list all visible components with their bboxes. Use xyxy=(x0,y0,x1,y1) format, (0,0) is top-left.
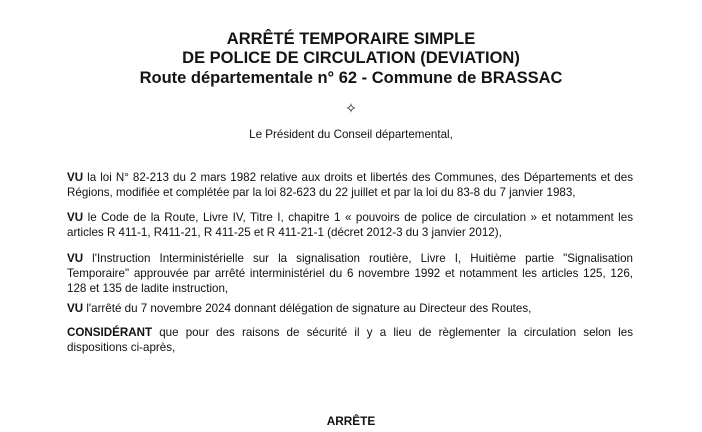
document-title-line-2: DE POLICE DE CIRCULATION (DEVIATION) xyxy=(182,49,520,67)
paragraph-text: l'Instruction Interministérielle sur la signalisation routière, Livre I, Huitième partie "Signalisation Temporaire" approuvée par arrêté interministériel du 6 novembre 1992 et notamment les articles 125, 126, 128 et 135 de ladite instruction, xyxy=(67,252,633,295)
paragraph-vu-arrete-delegation xyxy=(67,301,633,316)
paragraph-vu-loi-82-213 xyxy=(67,170,633,200)
paragraph-keyword: VU xyxy=(67,171,84,184)
decision-heading: ARRÊTE xyxy=(326,414,376,428)
paragraph-keyword: CONSIDÉRANT xyxy=(67,326,153,339)
paragraph-vu-code-de-la-route xyxy=(67,210,633,240)
paragraph-considerant xyxy=(67,325,633,355)
paragraph-keyword: VU xyxy=(67,211,84,224)
document-title-line-1: ARRÊTÉ TEMPORAIRE SIMPLE xyxy=(226,30,476,48)
paragraph-keyword: VU xyxy=(67,302,84,315)
paragraph-vu-instruction-interministerielle xyxy=(67,251,633,296)
paragraph-text: la loi N° 82-213 du 2 mars 1982 relative aux droits et libertés des Communes, des Départements et des Régions, modifiée et complétée par la loi 82-623 du 22 juillet et par la loi du 83-8 du 7 janvier 1983, xyxy=(67,171,633,199)
ornament-star-icon: ✧ xyxy=(345,100,357,116)
paragraph-text: que pour des raisons de sécurité il y a lieu de règlementer la circulation selon les dispositions ci-après, xyxy=(67,326,633,354)
paragraph-text: le Code de la Route, Livre IV, Titre I, chapitre 1 « pouvoirs de police de circulation » et notamment les articles R 411-1, R411-21, R 411-25 et R 411-21-1 (décret 2012-3 du 3 janvier 2012), xyxy=(67,211,633,239)
paragraph-keyword: VU xyxy=(67,252,84,265)
paragraph-text: l'arrêté du 7 novembre 2024 donnant délégation de signature au Directeur des Routes, xyxy=(83,302,532,315)
document-title-line-3: Route départementale n° 62 - Commune de BRASSAC xyxy=(139,69,563,87)
president-line: Le Président du Conseil départemental, xyxy=(249,128,453,141)
